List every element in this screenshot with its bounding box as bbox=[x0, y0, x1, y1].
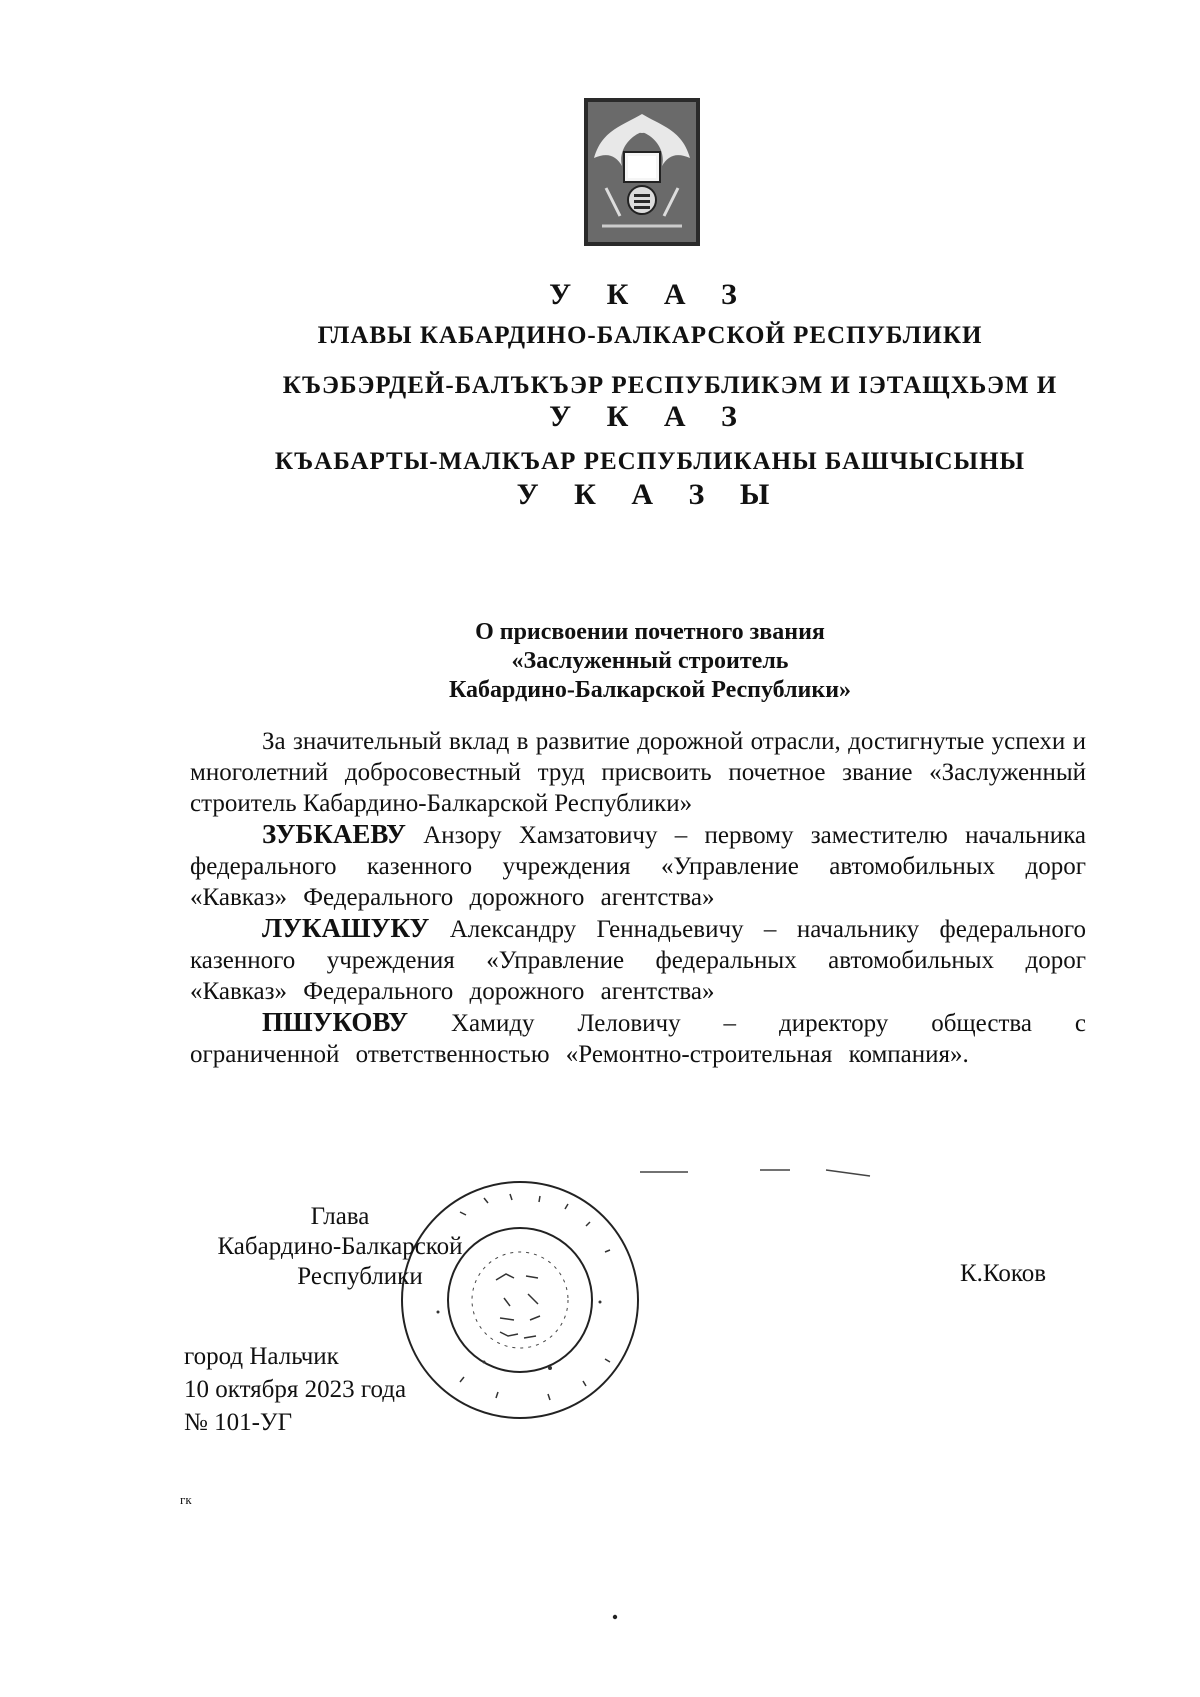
awardee-details-2: Александру Геннадьевичу – начальнику федерального казенного учреждения «Управление федеральных автомобильных дорог «Кавказ» Федерального дорожного агентства» bbox=[190, 916, 1086, 1005]
decree-title bbox=[300, 618, 1000, 705]
issuer-line-russian: ГЛАВЫ КАБАРДИНО-БАЛКАРСКОЙ РЕСПУБЛИКИ bbox=[317, 322, 983, 349]
signatory-title-line-2: Кабардино-Балкарской bbox=[217, 1233, 463, 1260]
awardee-details-3: Хамиду Леловичу – директору общества с ограниченной ответственностью «Ремонтно-строительная компания». bbox=[190, 1010, 1087, 1068]
coat-of-arms-emblem bbox=[582, 96, 702, 248]
awardee-surname-3: ПШУКОВУ bbox=[262, 1007, 409, 1037]
decree-title-line-1: О присвоении почетного звания bbox=[475, 619, 825, 645]
decree-city: город Нальчик bbox=[184, 1343, 339, 1370]
award-paragraph-1 bbox=[190, 819, 1086, 913]
decree-body bbox=[190, 726, 1086, 1070]
issuer-line-kabardian: КЪЭБЭРДЕЙ-БАЛЪКЪЭР РЕСПУБЛИКЭМ И ІЭТАЩХЬЭМ И bbox=[282, 372, 1058, 399]
decree-heading-kabardian: У К А З bbox=[549, 400, 751, 433]
issuer-line-karachay-balkar: КЪАБАРТЫ-МАЛКЪАР РЕСПУБЛИКАНЫ БАШЧЫСЫНЫ bbox=[274, 448, 1026, 475]
awardee-surname-1: ЗУБКАЕВУ bbox=[262, 819, 406, 849]
scan-speck bbox=[612, 1614, 618, 1620]
document-initials: гк bbox=[180, 1492, 192, 1507]
signatory-title bbox=[190, 1202, 490, 1292]
decree-number: № 101-УГ bbox=[184, 1409, 293, 1436]
award-paragraph-3 bbox=[190, 1007, 1086, 1070]
decree-heading-ru: У К А З bbox=[549, 278, 751, 311]
award-paragraph-2 bbox=[190, 913, 1086, 1007]
signatory-name: К.Коков bbox=[960, 1260, 1047, 1287]
awardee-details-1: Анзору Хамзатовичу – первому заместителю начальника федерального казенного учреждения «Управление автомобильных дорог «Кавказ» Федерального дорожного агентства» bbox=[190, 822, 1086, 911]
signatory-title-line-1: Глава bbox=[310, 1203, 370, 1230]
decree-heading-karachay-balkar: У К А З Ы bbox=[516, 478, 784, 511]
signatory-title-line-3: Республики bbox=[297, 1263, 423, 1290]
decree-intro-paragraph: За значительный вклад в развитие дорожной отрасли, достигнутые успехи и многолетний добросовестный труд присвоить почетное звание «Заслуженный строитель Кабардино-Балкарской Республики» bbox=[190, 728, 1086, 817]
decree-title-line-3: Кабардино-Балкарской Республики» bbox=[448, 677, 852, 703]
awardee-surname-2: ЛУКАШУКУ bbox=[262, 913, 430, 943]
decree-title-line-2: «Заслуженный строитель bbox=[511, 648, 789, 674]
decree-date: 10 октября 2023 года bbox=[184, 1376, 407, 1403]
scan-dash-marks bbox=[640, 1162, 890, 1182]
